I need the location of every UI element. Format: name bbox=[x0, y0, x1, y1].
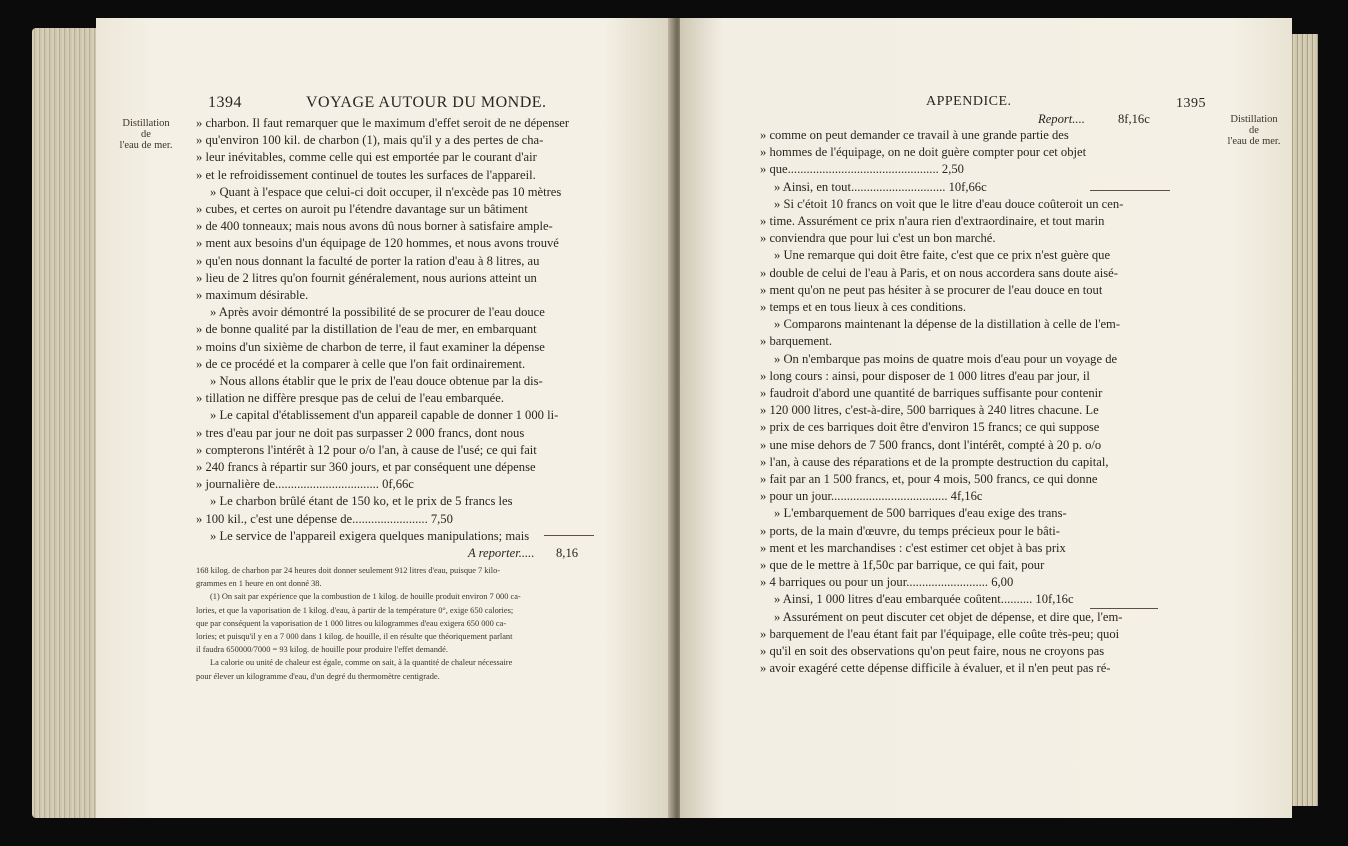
body-line: » qu'environ 100 kil. de charbon (1), mais qu'il y a des pertes de cha- bbox=[196, 133, 544, 148]
body-line: » temps et en tous lieux à ces conditions. bbox=[760, 300, 967, 314]
body-line: » l'an, à cause des réparations et de la prompte destruction du capital, bbox=[760, 454, 1109, 469]
body-line: » Ainsi, en tout.............................. 10f,66c bbox=[774, 179, 987, 194]
body-line: » avoir exagéré cette dépense difficile à évaluer, et il n'en peut pas ré- bbox=[760, 661, 1111, 676]
body-line: » que de le mettre à 1f,50c par barrique, ce qui fait, pour bbox=[760, 558, 1045, 572]
right-page bbox=[680, 18, 1292, 818]
body-line: » qu'il en soit des observations qu'on peut faire, nous ne croyons pas bbox=[760, 644, 1105, 658]
body-line: » et le refroidissement continuel de toutes les surfaces de l'appareil. bbox=[196, 167, 536, 182]
sum-rule-2 bbox=[1090, 608, 1158, 609]
body-line: » Quant à l'espace que celui-ci doit occuper, il n'excède pas 10 mètres bbox=[210, 184, 562, 199]
footnote-line: (1) On sait par expérience que la combustion de 1 kilog. de houille produit environ 7 000 ca- bbox=[210, 592, 521, 602]
body-line: » que................................................ 2,50 bbox=[760, 162, 964, 177]
body-line: » ports, de la main d'œuvre, du temps précieux pour le bâti- bbox=[760, 523, 1060, 538]
page-number-right: 1395 bbox=[1176, 96, 1206, 111]
body-line: » 120 000 litres, c'est-à-dire, 500 barriques à 240 litres chacune. Le bbox=[760, 403, 1099, 418]
footnote-line: grammes en 1 heure en ont donné 38. bbox=[196, 579, 322, 589]
body-line: » compterons l'intérêt à 12 pour o/o l'an, à cause de l'usé; ce qui fait bbox=[196, 442, 537, 457]
body-line: » journalière de................................. 0f,66c bbox=[196, 477, 414, 492]
body-line: » 4 barriques ou pour un jour.......................... 6,00 bbox=[760, 575, 1014, 590]
body-line: » prix de ces barriques doit être d'environ 15 francs; ce qui suppose bbox=[760, 420, 1100, 435]
body-line: » ment qu'on ne peut pas hésiter à se procurer de l'eau douce en tout bbox=[760, 282, 1103, 297]
margin-note-right bbox=[1216, 114, 1292, 147]
footnote-line: il faudra 650000/7000 = 93 kilog. de houille pour produire l'effet demandé. bbox=[196, 645, 448, 655]
body-line: » tres d'eau par jour ne doit pas surpasser 2 000 francs, dont nous bbox=[196, 425, 525, 440]
body-line: » une mise dehors de 7 500 francs, dont l'intérêt, compté à 20 p. o/o bbox=[760, 437, 1102, 452]
report-label: Report.... bbox=[1038, 112, 1085, 126]
body-line: » Nous allons établir que le prix de l'eau douce obtenue par la dis- bbox=[210, 374, 543, 388]
body-line: » Assurément on peut discuter cet objet de dépense, et dire que, l'em- bbox=[774, 609, 1123, 624]
body-line: » tillation ne diffère presque pas de celui de l'eau embarquée. bbox=[196, 391, 505, 406]
body-line: » ment et les marchandises : c'est estimer cet objet à bas prix bbox=[760, 540, 1066, 555]
body-line: » charbon. Il faut remarquer que le maximum d'effet seroit de ne dépenser bbox=[196, 116, 570, 130]
margin-note-line: de bbox=[1249, 125, 1259, 136]
margin-note-line: l'eau de mer. bbox=[1227, 136, 1281, 147]
total-rule bbox=[544, 535, 594, 536]
body-line: » Ainsi, 1 000 litres d'eau embarquée coûtent.......... 10f,16c bbox=[774, 592, 1074, 607]
body-line: » pour un jour..................................... 4f,16c bbox=[760, 489, 983, 504]
body-line: » de 400 tonneaux; mais nous avons dû nous borner à satisfaire ample- bbox=[196, 219, 553, 234]
body-line: » 100 kil., c'est une dépense de........................ 7,50 bbox=[196, 511, 453, 526]
margin-note-left bbox=[96, 118, 196, 151]
body-line: » qu'en nous donnant la faculté de porter la ration d'eau à 8 litres, au bbox=[196, 253, 540, 268]
body-line: » barquement de l'eau étant fait par l'équipage, elle coûte très-peu; quoi bbox=[760, 626, 1120, 641]
body-line: » conviendra que pour lui c'est un bon marché. bbox=[760, 231, 996, 246]
running-head-left: VOYAGE AUTOUR DU MONDE. bbox=[306, 94, 547, 111]
body-line: » faudroit d'abord une quantité de barriques suffisante pour contenir bbox=[760, 386, 1103, 400]
body-line: » cubes, et certes on auroit pu l'étendre davantage sur un bâtiment bbox=[196, 202, 528, 216]
body-line: » Si c'étoit 10 francs on voit que le litre d'eau douce coûteroit un cen- bbox=[774, 196, 1124, 211]
body-line: » lieu de 2 litres qu'on fournit généralement, nous aurions atteint un bbox=[196, 270, 537, 285]
report-value: 8f,16c bbox=[1118, 112, 1150, 126]
page-edges-right bbox=[1290, 34, 1318, 806]
body-line: » time. Assurément ce prix n'aura rien d'extraordinaire, et tout marin bbox=[760, 214, 1105, 228]
body-line: » de bonne qualité par la distillation de l'eau de mer, en embarquant bbox=[196, 322, 537, 337]
body-line: » barquement. bbox=[760, 334, 833, 349]
margin-note-line: Distillation bbox=[1230, 114, 1278, 125]
body-line: » fait par an 1 500 francs, et, pour 4 mois, 500 francs, ce qui donne bbox=[760, 472, 1098, 486]
carry-label: A reporter..... bbox=[468, 546, 535, 560]
body-line: » 240 francs à répartir sur 360 jours, et par conséquent une dépense bbox=[196, 460, 536, 474]
footnote-line: 168 kilog. de charbon par 24 heures doit donner seulement 912 litres d'eau, puisque 7 kilo- bbox=[196, 566, 501, 575]
body-line: » de ce procédé et la comparer à celle que l'on fait ordinairement. bbox=[196, 356, 526, 371]
footnote-line: pour élever un kilogramme d'eau, d'un degré du thermomètre centigrade. bbox=[196, 671, 440, 681]
margin-note-line: de bbox=[141, 129, 151, 140]
footnote-line: lories, et que la vaporisation de 1 kilog. d'eau, à partir de la température 0°, exige 650 calories; bbox=[196, 605, 514, 615]
carry-value: 8,16 bbox=[556, 546, 579, 560]
page-edges-left bbox=[32, 28, 96, 818]
sum-rule-1 bbox=[1090, 190, 1170, 191]
body-line: » Une remarque qui doit être faite, c'est que ce prix n'est guère que bbox=[774, 248, 1111, 263]
body-line: » double de celui de l'eau à Paris, et on nous accordera sans doute aisé- bbox=[760, 265, 1118, 280]
running-head-right: APPENDICE. bbox=[926, 94, 1012, 109]
body-line: » hommes de l'équipage, on ne doit guère compter pour cet objet bbox=[760, 145, 1087, 160]
body-line: » moins d'un sixième de charbon de terre, il faut examiner la dépense bbox=[196, 339, 545, 354]
body-line: » comme on peut demander ce travail à une grande partie des bbox=[760, 128, 1069, 142]
body-line: » leur inévitables, comme celle qui est emportée par le courant d'air bbox=[196, 150, 537, 165]
body-line: » ment aux besoins d'un équipage de 120 hommes, et nous avons trouvé bbox=[196, 236, 559, 251]
body-line: » L'embarquement de 500 barriques d'eau exige des trans- bbox=[774, 506, 1067, 521]
body-line: » On n'embarque pas moins de quatre mois d'eau pour un voyage de bbox=[774, 351, 1118, 366]
body-line: » Le charbon brûlé étant de 150 ko, et le prix de 5 francs les bbox=[210, 494, 513, 509]
margin-note-line: Distillation bbox=[122, 118, 170, 129]
body-line: » long cours : ainsi, pour disposer de 1 000 litres d'eau par jour, il bbox=[760, 368, 1090, 383]
body-line: » maximum désirable. bbox=[196, 288, 309, 302]
left-page bbox=[96, 18, 674, 818]
footnote-line: que par conséquent la vaporisation de 1 000 litres ou kilogrammes d'eau exigera 650 000 ca- bbox=[196, 618, 507, 628]
footnote-line: lories; et puisqu'il y en a 7 000 dans 1 kilog. de houille, il en résulte que théoriquement parlant bbox=[196, 632, 513, 641]
body-line: » Comparons maintenant la dépense de la distillation à celle de l'em- bbox=[774, 317, 1121, 332]
body-line: » Après avoir démontré la possibilité de se procurer de l'eau douce bbox=[210, 305, 545, 320]
margin-note-line: l'eau de mer. bbox=[119, 140, 173, 151]
page-number-left: 1394 bbox=[208, 94, 242, 111]
body-line: » Le capital d'établissement d'un appareil capable de donner 1 000 li- bbox=[210, 408, 559, 423]
footnote-line: La calorie ou unité de chaleur est égale, comme on sait, à la quantité de chaleur nécessaire bbox=[210, 658, 513, 668]
body-line: » Le service de l'appareil exigera quelques manipulations; mais bbox=[210, 528, 530, 543]
